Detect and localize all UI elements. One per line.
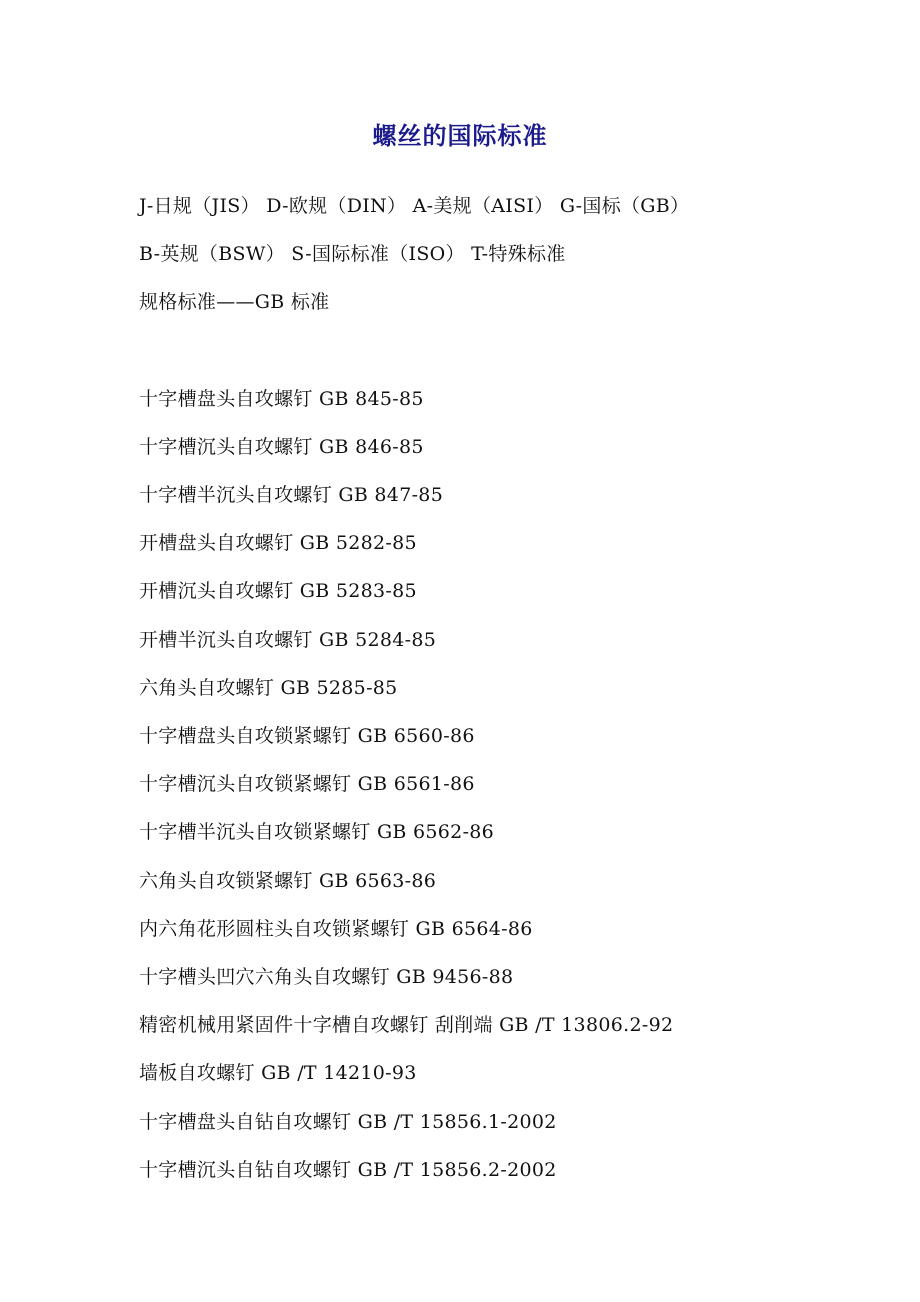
list-item: 墙板自攻螺钉 GB /T 14210-93 <box>139 1062 417 1084</box>
list-item: 十字槽盘头自钻自攻螺钉 GB /T 15856.1-2002 <box>139 1111 557 1133</box>
list-item: 精密机械用紧固件十字槽自攻螺钉 刮削端 GB /T 13806.2-92 <box>139 1014 674 1036</box>
legend-line-1: J-日规（JIS） D-欧规（DIN） A-美规（AISI） G-国标（GB） <box>139 195 690 217</box>
list-item: 六角头自攻锁紧螺钉 GB 6563-86 <box>139 870 437 892</box>
list-item: 十字槽沉头自钻自攻螺钉 GB /T 15856.2-2002 <box>139 1159 557 1181</box>
list-item: 开槽沉头自攻螺钉 GB 5283-85 <box>139 580 417 602</box>
document-title: 螺丝的国际标准 <box>372 122 548 150</box>
list-item: 开槽半沉头自攻螺钉 GB 5284-85 <box>139 629 437 651</box>
list-item: 十字槽头凹穴六角头自攻螺钉 GB 9456-88 <box>139 966 514 988</box>
list-item: 内六角花形圆柱头自攻锁紧螺钉 GB 6564-86 <box>139 918 533 940</box>
list-item: 十字槽盘头自攻螺钉 GB 845-85 <box>139 388 424 410</box>
list-item: 十字槽沉头自攻锁紧螺钉 GB 6561-86 <box>139 773 475 795</box>
section-heading: 规格标准——GB 标准 <box>139 291 330 313</box>
list-item: 十字槽沉头自攻螺钉 GB 846-85 <box>139 436 424 458</box>
list-item: 开槽盘头自攻螺钉 GB 5282-85 <box>139 532 417 554</box>
list-item: 十字槽半沉头自攻锁紧螺钉 GB 6562-86 <box>139 821 495 843</box>
list-item: 六角头自攻螺钉 GB 5285-85 <box>139 677 398 699</box>
list-item: 十字槽半沉头自攻螺钉 GB 847-85 <box>139 484 444 506</box>
legend-line-2: B-英规（BSW） S-国际标准（ISO） T-特殊标准 <box>139 243 566 265</box>
list-item: 十字槽盘头自攻锁紧螺钉 GB 6560-86 <box>139 725 475 747</box>
